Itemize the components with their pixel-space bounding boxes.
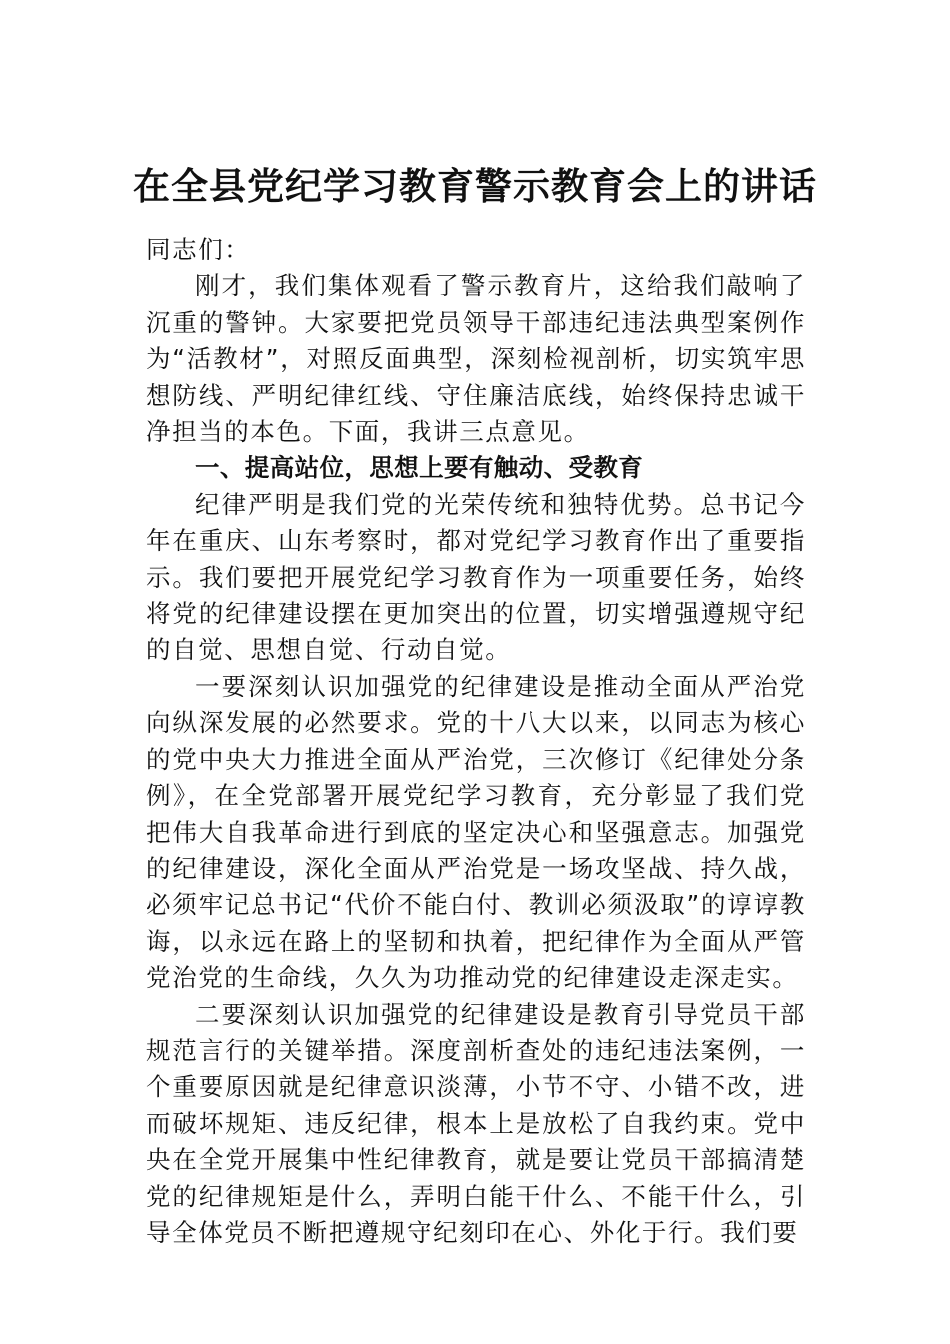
section-heading: 一、提高站位，思想上要有触动、受教育 [195, 453, 644, 483]
document-body [146, 232, 806, 1251]
salutation: 同志们： [146, 235, 251, 264]
body-paragraph: 纪律严明是我们党的光荣传统和独特优势。总书记今年在重庆、山东考察时，都对党纪学习教育作出了重要指示。我们要把开展党纪学习教育作为一项重要任务，始终将党的纪律建设摆在更加突出的位置，切实增强遵规守纪的自觉、思想自觉、行动自觉。 [146, 489, 806, 665]
document-title: 在全县党纪学习教育警示教育会上的讲话 [133, 164, 817, 208]
body-paragraph: 一要深刻认识加强党的纪律建设是推动全面从严治党向纵深发展的必然要求。党的十八大以来，以同志为核心的党中央大力推进全面从严治党，三次修订《纪律处分条例》，在全党部署开展党纪学习教育，充分彰显了我们党把伟大自我革命进行到底的坚定决心和坚强意志。加强党的纪律建设，深化全面从严治党是一场攻坚战、持久战，必须牢记总书记“代价不能白付、教训必须汲取”的谆谆教诲，以永远在路上的坚韧和执着，把纪律作为全面从严管党治党的生命线，久久为功推动党的纪律建设走深走实。 [146, 671, 806, 993]
body-paragraph: 二要深刻认识加强党的纪律建设是教育引导党员干部规范言行的关键举措。深度剖析查处的违纪违法案例，一个重要原因就是纪律意识淡薄，小节不守、小错不改，进而破坏规矩、违反纪律，根本上是放松了自我约束。党中央在全党开展集中性纪律教育，就是要让党员干部搞清楚党的纪律规矩是什么，弄明白能干什么、不能干什么，引导全体党员不断把遵规守纪刻印在心、外化于行。我们要 [146, 999, 806, 1247]
intro-paragraph: 刚才，我们集体观看了警示教育片，这给我们敲响了沉重的警钟。大家要把党员领导干部违纪违法典型案例作为“活教材”，对照反面典型，深刻检视剖析，切实筑牢思想防线、严明纪律红线、守住廉洁底线，始终保持忠诚干净担当的本色。下面，我讲三点意见。 [146, 271, 806, 447]
